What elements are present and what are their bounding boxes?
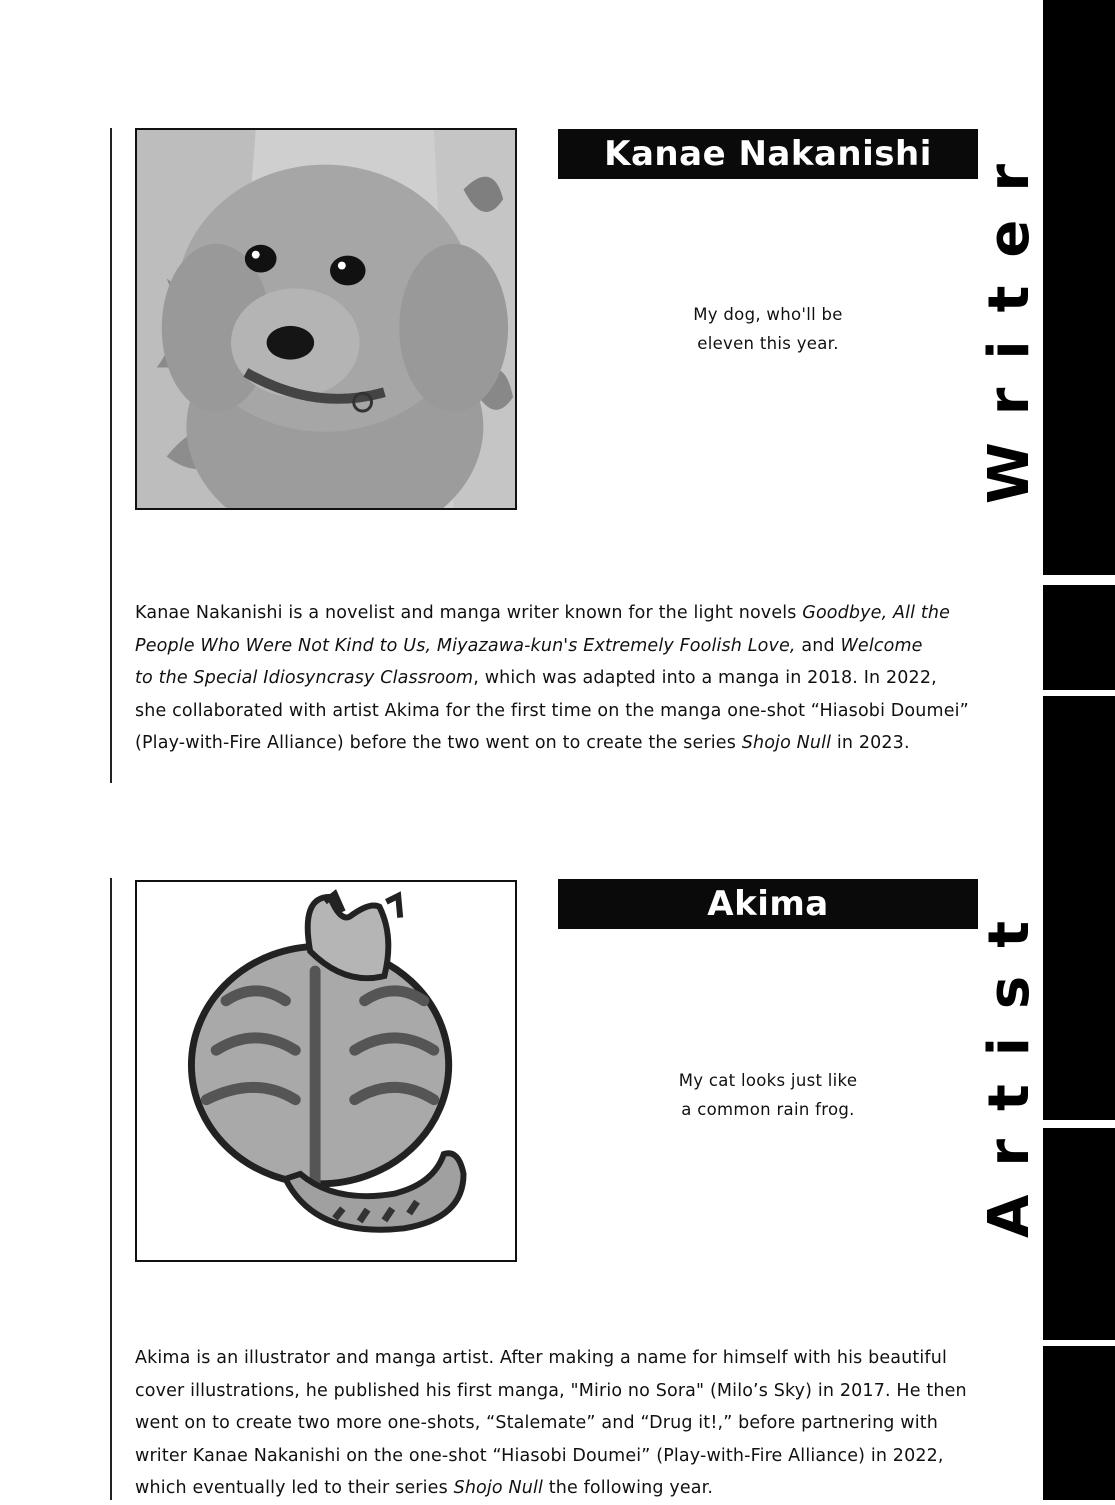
bio-text: which eventually led to their series: [135, 1478, 454, 1498]
side-label: [975, 0, 1045, 1500]
writer-bio: [135, 597, 975, 760]
bio-text: Akima is an illustrator and manga artist. After making a name for himself with his beautiful: [135, 1348, 947, 1368]
section-divider-writer: [110, 128, 112, 783]
banner-tape: [1043, 1340, 1115, 1346]
bio-line: [135, 662, 975, 695]
artist-photo-caption: [600, 1066, 936, 1124]
cat-drawing: [135, 880, 517, 1262]
caption-line: eleven this year.: [697, 334, 839, 353]
bio-text: in 2023.: [831, 733, 910, 753]
writer-photo-caption: [600, 300, 936, 358]
bio-line: [135, 1440, 975, 1473]
bio-line: [135, 630, 975, 663]
bio-text: cover illustrations, he published his first manga, "Mirio no Sora" (Milo’s Sky) in 2017. He then: [135, 1380, 967, 1401]
bio-title-italic: Welcome: [840, 635, 923, 656]
artist-name: Akima: [558, 879, 978, 929]
banner-tape: [1043, 1120, 1115, 1128]
side-banner: [1043, 0, 1115, 1500]
banner-tape: [1043, 575, 1115, 585]
bio-text: Kanae Nakanishi is a novelist and manga writer known for the light novels: [135, 603, 803, 623]
bio-title-italic: to the Special Idiosyncrasy Classroom: [135, 668, 474, 688]
bio-text: , which was adapted into a manga in 2018. In 2022,: [473, 668, 937, 688]
cat-drawing-icon: [137, 882, 515, 1260]
bio-line: [135, 727, 975, 760]
bio-text: went on to create two more one-shots, “Stalemate” and “Drug it!,” before partnering with: [135, 1413, 939, 1433]
bio-line: [135, 695, 975, 728]
caption-line: My dog, who'll be: [693, 305, 843, 324]
writer-name: Kanae Nakanishi: [558, 129, 978, 179]
bio-title-italic: Goodbye, All the: [802, 603, 951, 623]
bio-text: and: [795, 635, 841, 656]
bio-title-italic: People Who Were Not Kind to Us, Miyazawa-kun's Extremely Foolish Love,: [135, 635, 796, 656]
bio-line: [135, 597, 975, 630]
bio-text: the following year.: [543, 1478, 714, 1498]
dog-photo: [135, 128, 517, 510]
bio-line: [135, 1407, 975, 1440]
bio-text: (Play-with-Fire Alliance) before the two went on to create the series: [135, 733, 742, 753]
artist-bio: [135, 1342, 975, 1505]
section-divider-artist: [110, 878, 112, 1500]
dog-photo-icon: [137, 130, 515, 508]
bio-line: [135, 1375, 975, 1408]
caption-line: My cat looks just like: [678, 1071, 858, 1090]
banner-tape: [1043, 690, 1115, 696]
bio-text: she collaborated with artist Akima for the first time on the manga one-shot “Hiasobi Doumei”: [135, 700, 969, 721]
bio-line: [135, 1342, 975, 1375]
side-label-writer: Writer: [977, 136, 1042, 504]
side-label-artist: Artist: [977, 892, 1042, 1238]
bio-title-italic: Shojo Null: [453, 1478, 544, 1498]
bio-title-italic: Shojo Null: [741, 733, 832, 753]
caption-line: a common rain frog.: [681, 1100, 855, 1119]
bio-text: writer Kanae Nakanishi on the one-shot “Hiasobi Doumei” (Play-with-Fire Alliance) in 2022,: [135, 1445, 944, 1466]
